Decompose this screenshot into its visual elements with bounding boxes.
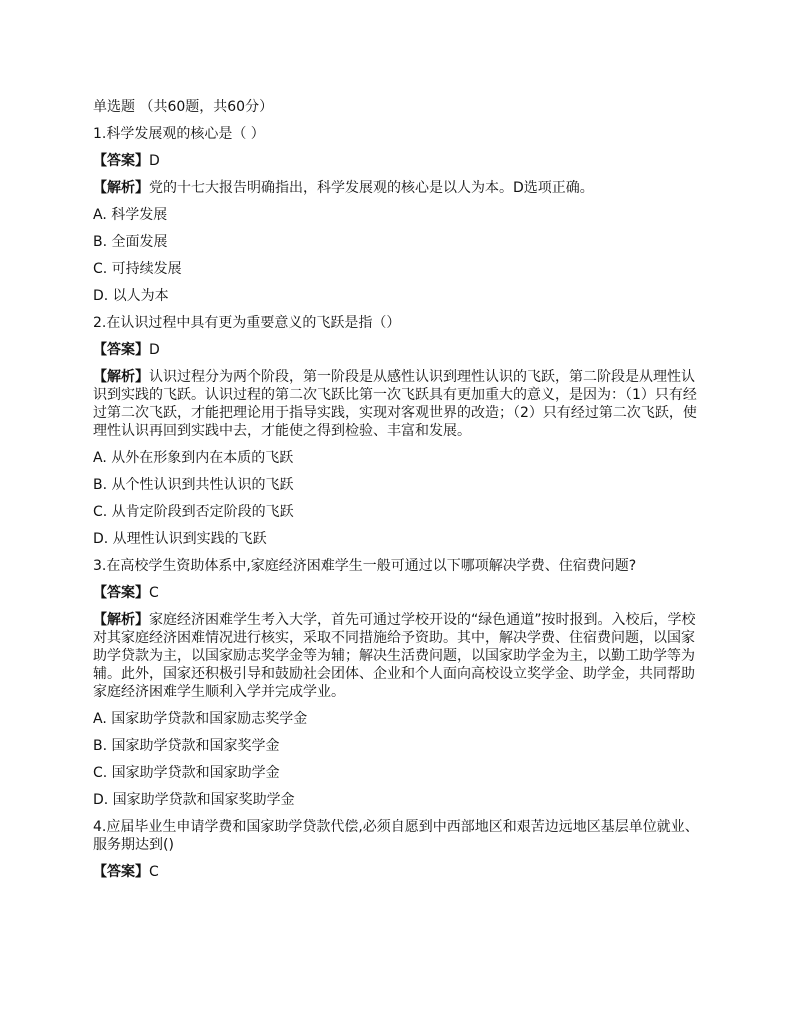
analysis-tag: 【解析】 <box>93 612 149 628</box>
option-a: A. 从外在形象到内在本质的飞跃 <box>93 450 294 466</box>
question-3 <box>93 557 701 809</box>
answer-value: D <box>149 153 160 169</box>
answer-tag: 【答案】 <box>93 585 149 601</box>
option-d: D. 国家助学贷款和国家奖助学金 <box>93 792 295 808</box>
answer-line <box>93 863 701 881</box>
answer-value: C <box>149 585 159 601</box>
question-stem: 2.在认识过程中具有更为重要意义的飞跃是指（） <box>93 315 401 331</box>
analysis-line <box>93 368 701 440</box>
question-stem: 3.在高校学生资助体系中,家庭经济困难学生一般可通过以下哪项解决学费、住宿费问题? <box>93 558 637 574</box>
question-4 <box>93 818 701 881</box>
option-c: C. 从肯定阶段到否定阶段的飞跃 <box>93 504 294 520</box>
answer-line <box>93 341 701 359</box>
option-a: A. 国家助学贷款和国家励志奖学金 <box>93 711 308 727</box>
analysis-tag: 【解析】 <box>93 180 149 196</box>
analysis-line <box>93 611 701 701</box>
answer-line <box>93 584 701 602</box>
section-title: 单选题 （共60题，共60分） <box>93 99 274 115</box>
option-a: A. 科学发展 <box>93 207 168 223</box>
question-stem: 1.科学发展观的核心是（ ） <box>93 126 265 142</box>
question-1 <box>93 125 701 305</box>
answer-line <box>93 152 701 170</box>
analysis-tag: 【解析】 <box>93 369 149 385</box>
option-b: B. 从个性认识到共性认识的飞跃 <box>93 477 294 493</box>
option-b: B. 国家助学贷款和国家奖学金 <box>93 738 280 754</box>
answer-value: D <box>149 342 160 358</box>
analysis-text: 认识过程分为两个阶段，第一阶段是从感性认识到理性认识的飞跃，第二阶段是从理性认识到实践的飞跃。认识过程的第二次飞跃比第一次飞跃具有更加重大的意义，是因为：（1）只有经过第二次飞跃，才能把理论用于指导实践，实现对客观世界的改造；（2）只有经过第二次飞跃，使理性认识再回到实践中去，才能使之得到检验、丰富和发展。 <box>93 369 697 439</box>
option-d: D. 以人为本 <box>93 288 169 304</box>
option-c: C. 可持续发展 <box>93 261 182 277</box>
question-stem: 4.应届毕业生申请学费和国家助学贷款代偿,必须自愿到中西部地区和艰苦边远地区基层单位就业、服务期达到() <box>93 819 699 853</box>
option-b: B. 全面发展 <box>93 234 168 250</box>
answer-tag: 【答案】 <box>93 342 149 358</box>
analysis-text: 党的十七大报告明确指出，科学发展观的核心是以人为本。D选项正确。 <box>149 180 594 196</box>
option-d: D. 从理性认识到实践的飞跃 <box>93 531 267 547</box>
answer-value: C <box>149 864 159 880</box>
analysis-text: 家庭经济困难学生考入大学，首先可通过学校开设的“绿色通道”按时报到。入校后，学校对其家庭经济困难情况进行核实，采取不同措施给予资助。其中，解决学费、住宿费问题，以国家助学贷款为主，以国家励志奖学金等为辅；解决生活费问题，以国家助学金为主，以勤工助学等为辅。此外，国家还积极引导和鼓励社会团体、企业和个人面向高校设立奖学金、助学金，共同帮助家庭经济困难学生顺利入学并完成学业。 <box>93 612 696 700</box>
answer-tag: 【答案】 <box>93 153 149 169</box>
analysis-line <box>93 179 701 197</box>
question-2 <box>93 314 701 548</box>
answer-tag: 【答案】 <box>93 864 149 880</box>
option-c: C. 国家助学贷款和国家助学金 <box>93 765 280 781</box>
